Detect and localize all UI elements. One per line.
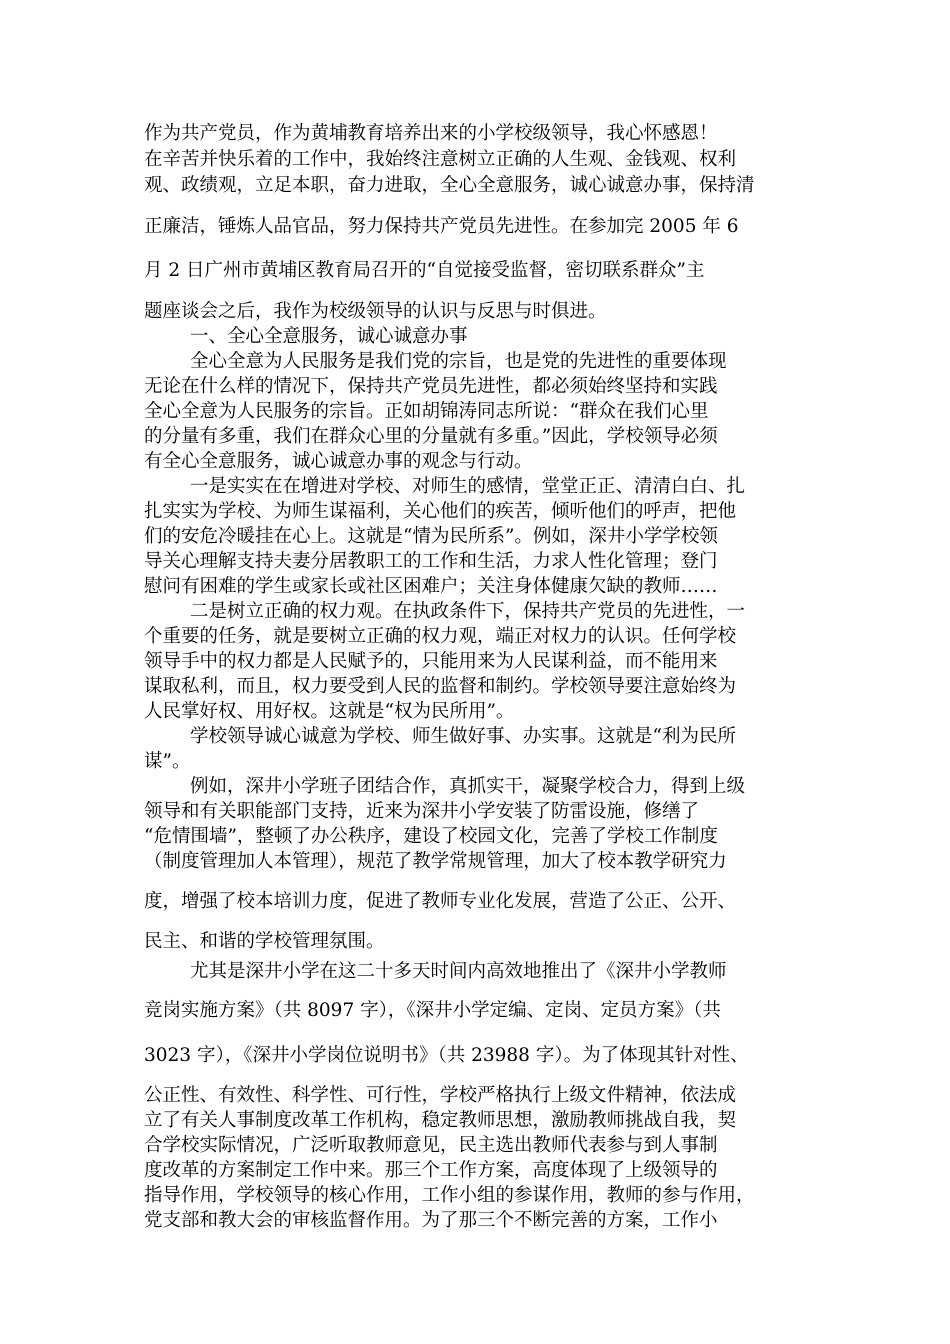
text-line: 正廉洁，锤炼人品官品，努力保持共产党员先进性。在参加完 2005 年 6	[144, 216, 739, 237]
text-line: 全心全意为人民服务是我们党的宗旨，也是党的先进性的重要体现	[190, 351, 727, 372]
text-line: （制度管理加人本管理），规范了教学常规管理，加大了校本教学研究力	[144, 851, 727, 872]
text-line: 们的安危冷暖挂在心上。这就是“情为民所系”。例如，深井小学学校领	[144, 526, 718, 547]
text-line: 慰问有困难的学生或家长或社区困难户；关注身体健康欠缺的教师……	[144, 576, 718, 597]
text-line: 谋取私利，而且，权力要受到人民的监督和制约。学校领导要注意始终为	[144, 676, 737, 697]
text-line: 一是实实在在增进对学校、对师生的感情，堂堂正正、清清白白、扎	[190, 476, 746, 497]
text-line: 谋”。	[144, 751, 191, 772]
text-line: 党支部和教大会的审核监督作用。为了那三个不断完善的方案，工作小	[144, 1210, 718, 1231]
text-line: 个重要的任务，就是要树立正确的权力观，端正对权力的认识。任何学校	[144, 626, 737, 647]
text-line: 导关心理解支持夫妻分居教职工的工作和生活，力求人性化管理；登门	[144, 551, 718, 572]
text-line: “危情围墙”，整顿了办公秩序，建设了校园文化，完善了学校工作制度	[144, 826, 718, 847]
text-line: 民主、和谐的学校管理氛围。	[144, 931, 385, 952]
text-line: 二是树立正确的权力观。在执政条件下，保持共产党员的先进性，一	[190, 601, 746, 622]
text-line: 尤其是深井小学在这二十多天时间内高效地推出了《深井小学教师	[190, 961, 727, 982]
text-line: 有全心全意服务，诚心诚意办事的观念与行动。	[144, 451, 533, 472]
text-line: 领导手中的权力都是人民赋予的，只能用来为人民谋利益，而不能用来	[144, 651, 718, 672]
text-line: 观、政绩观，立足本职，奋力进取，全心全意服务，诚心诚意办事，保持清	[144, 175, 755, 196]
text-line: 学校领导诚心诚意为学校、师生做好事、办实事。这就是“利为民所	[190, 726, 736, 747]
text-line: 作为共产党员，作为黄埔教育培养出来的小学校级领导，我心怀感恩！	[144, 123, 718, 144]
text-line: 立了有关人事制度改革工作机构，稳定教师思想，激励教师挑战自我，契	[144, 1110, 737, 1131]
text-line: 度，增强了校本培训力度，促进了教师专业化发展，营造了公正、公开、	[144, 891, 737, 912]
section-heading: 一、全心全意服务，诚心诚意办事	[190, 326, 468, 347]
text-line: 扎实实为学校、为师生谋福利，关心他们的疾苦，倾听他们的呼声，把他	[144, 501, 737, 522]
text-line: 合学校实际情况，广泛听取教师意见，民主选出教师代表参与到人事制	[144, 1135, 718, 1156]
text-line: 竞岗实施方案》（共 8097 字），《深井小学定编、定岗、定员方案》（共	[144, 1000, 721, 1021]
text-line: 领导和有关职能部门支持，近来为深井小学安装了防雷设施，修缮了	[144, 801, 700, 822]
text-line: 的分量有多重，我们在群众心里的分量就有多重。”因此，学校领导必须	[144, 426, 718, 447]
text-line: 3023 字），《深井小学岗位说明书》（共 23988 字）。为了体现其针对性、	[144, 1045, 749, 1066]
text-line: 公正性、有效性、科学性、可行性，学校严格执行上级文件精神，依法成	[144, 1085, 737, 1106]
text-line: 无论在什么样的情况下，保持共产党员先进性，都必须始终坚持和实践	[144, 376, 718, 397]
text-line: 例如，深井小学班子团结合作，真抓实干，凝聚学校合力，得到上级	[190, 776, 746, 797]
text-line: 在辛苦并快乐着的工作中，我始终注意树立正确的人生观、金钱观、权利	[144, 149, 737, 170]
text-line: 度改革的方案制定工作中来。那三个工作方案，高度体现了上级领导的	[144, 1160, 718, 1181]
text-line: 题座谈会之后，我作为校级领导的认识与反思与时俱进。	[144, 301, 607, 322]
text-line: 月 2 日广州市黄埔区教育局召开的“自觉接受监督，密切联系群众”主	[144, 260, 705, 281]
text-line: 指导作用，学校领导的核心作用，工作小组的参谋作用，教师的参与作用，	[144, 1185, 755, 1206]
text-line: 人民掌好权、用好权。这就是“权为民所用”。	[144, 701, 515, 722]
text-line: 全心全意为人民服务的宗旨。正如胡锦涛同志所说：“群众在我们心里	[144, 401, 709, 422]
